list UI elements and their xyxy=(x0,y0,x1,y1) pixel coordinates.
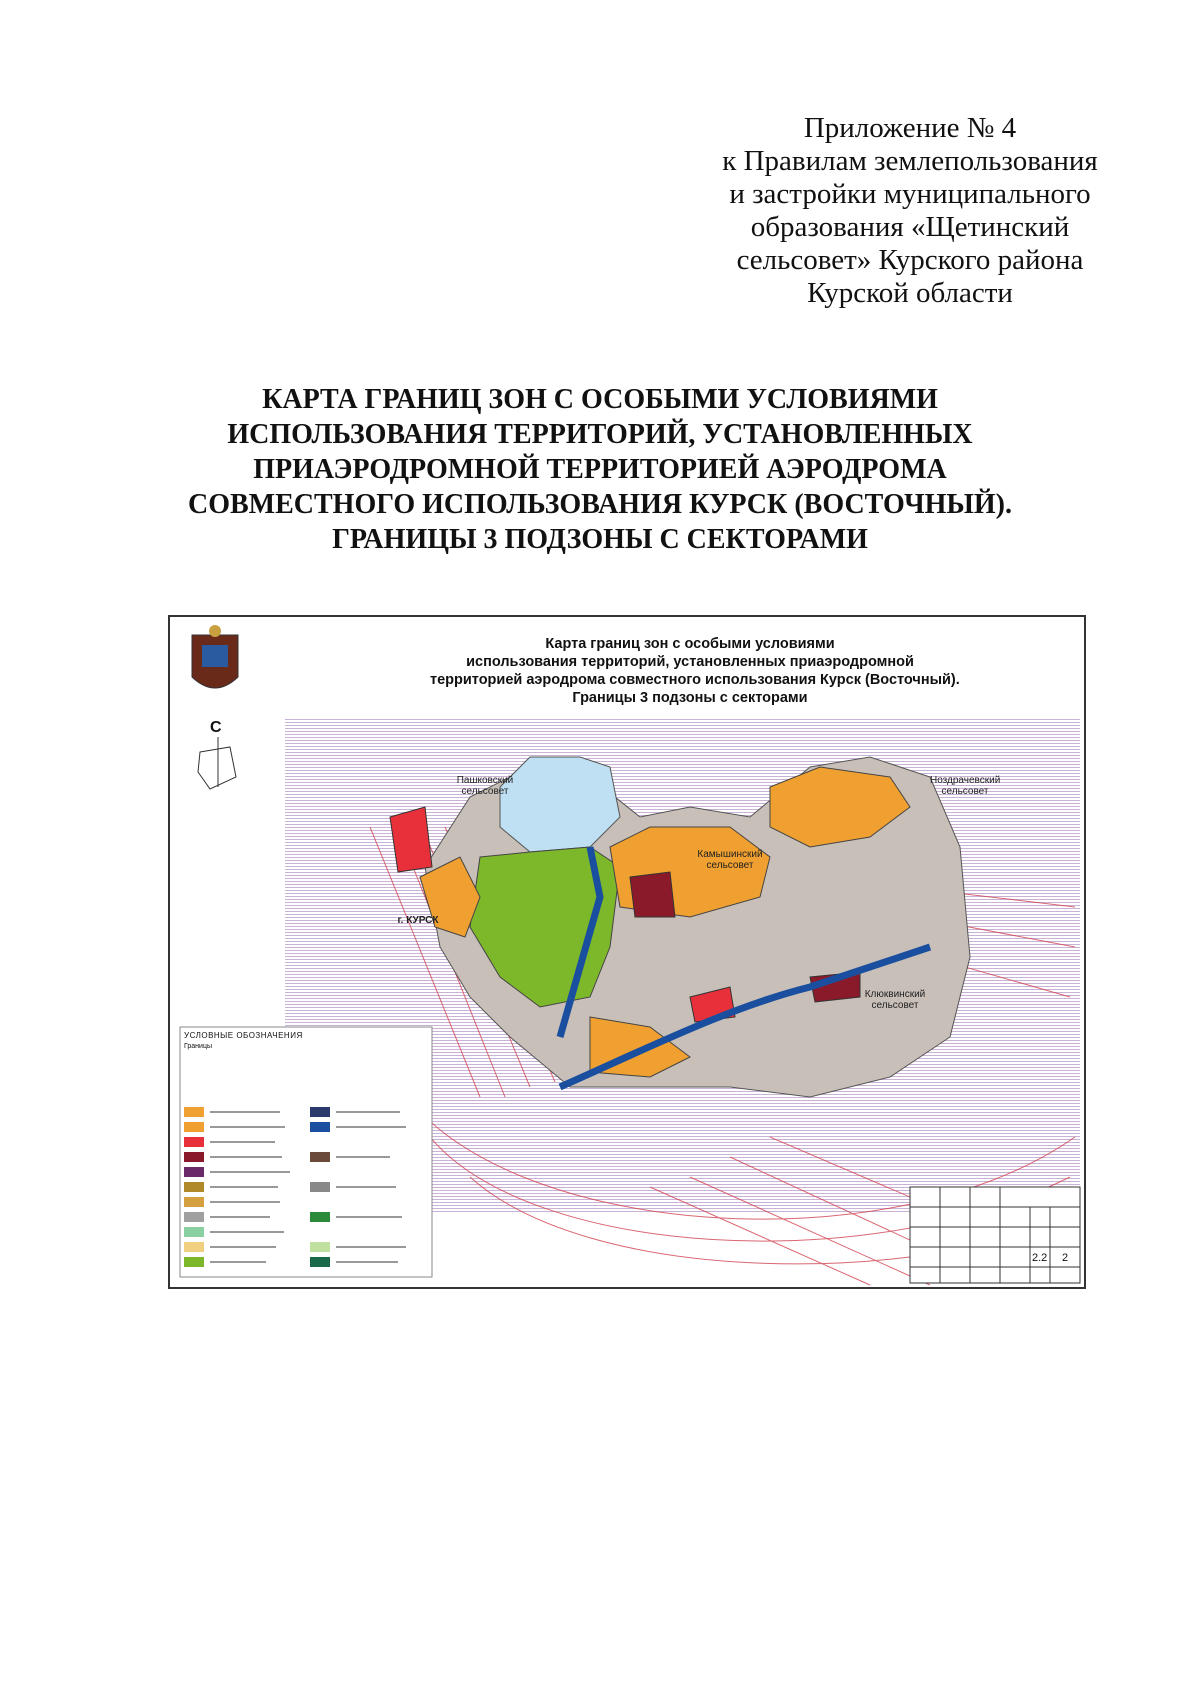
place-label-kamyshinsky: Камышинский сельсовет xyxy=(697,849,763,871)
map-title-line: Границы 3 подзоны с секторами xyxy=(572,690,808,706)
red-zone xyxy=(390,807,432,872)
legend-subtitle: Границы xyxy=(184,1043,212,1050)
appendix-line: Курской области xyxy=(807,277,1013,309)
title-block-stamp xyxy=(910,1187,1080,1283)
appendix-line: к Правилам землепользования xyxy=(722,145,1098,177)
legend-title: УСЛОВНЫЕ ОБОЗНАЧЕНИЯ xyxy=(184,1031,303,1040)
appendix-line: Приложение № 4 xyxy=(803,112,1017,144)
map-title-line: Карта границ зон с особыми условиями xyxy=(545,636,835,652)
title-line: ГРАНИЦЫ 3 ПОДЗОНЫ С СЕКТОРАМИ xyxy=(332,524,868,555)
map-image xyxy=(168,615,1086,1289)
stamp-number: 2 xyxy=(1062,1252,1069,1264)
stamp-sheet: 2.2 xyxy=(1032,1252,1048,1264)
title-line: КАРТА ГРАНИЦ ЗОН С ОСОБЫМИ УСЛОВИЯМИ xyxy=(262,384,938,415)
appendix-line: сельсовет» Курского района xyxy=(736,244,1084,276)
map-title-line: использования территорий, установленных приаэродромной xyxy=(466,654,914,670)
coat-of-arms-icon xyxy=(192,625,238,688)
north-arrow-icon xyxy=(198,737,236,789)
appendix-line: образования «Щетинский xyxy=(750,211,1070,243)
map-title-line: территорией аэродрома совместного использования Курск (Восточный). xyxy=(430,672,960,688)
legend-box xyxy=(180,1027,432,1277)
title-line: СОВМЕСТНОГО ИСПОЛЬЗОВАНИЯ КУРСК (ВОСТОЧНЫЙ). xyxy=(188,489,1012,520)
place-label-nozdrachevsky: Ноздрачевский сельсовет xyxy=(930,775,1001,797)
map-title xyxy=(430,635,960,707)
north-label: С xyxy=(210,719,222,736)
place-label-pashkovsky: Пашковский сельсовет xyxy=(456,775,514,797)
title-line: ИСПОЛЬЗОВАНИЯ ТЕРРИТОРИЙ, УСТАНОВЛЕННЫХ xyxy=(227,419,973,450)
appendix-note xyxy=(700,112,1120,310)
title-line: ПРИАЭРОДРОМНОЙ ТЕРРИТОРИЕЙ АЭРОДРОМА xyxy=(253,454,947,485)
place-label-kursk: г. КУРСК xyxy=(397,915,439,926)
appendix-line: и застройки муниципального xyxy=(729,178,1091,210)
document-title xyxy=(150,382,1050,557)
map-graphic xyxy=(170,617,1084,1287)
place-label-klyukvinsky: Клюквинский сельсовет xyxy=(864,989,926,1011)
dark-red-zone xyxy=(630,872,675,917)
